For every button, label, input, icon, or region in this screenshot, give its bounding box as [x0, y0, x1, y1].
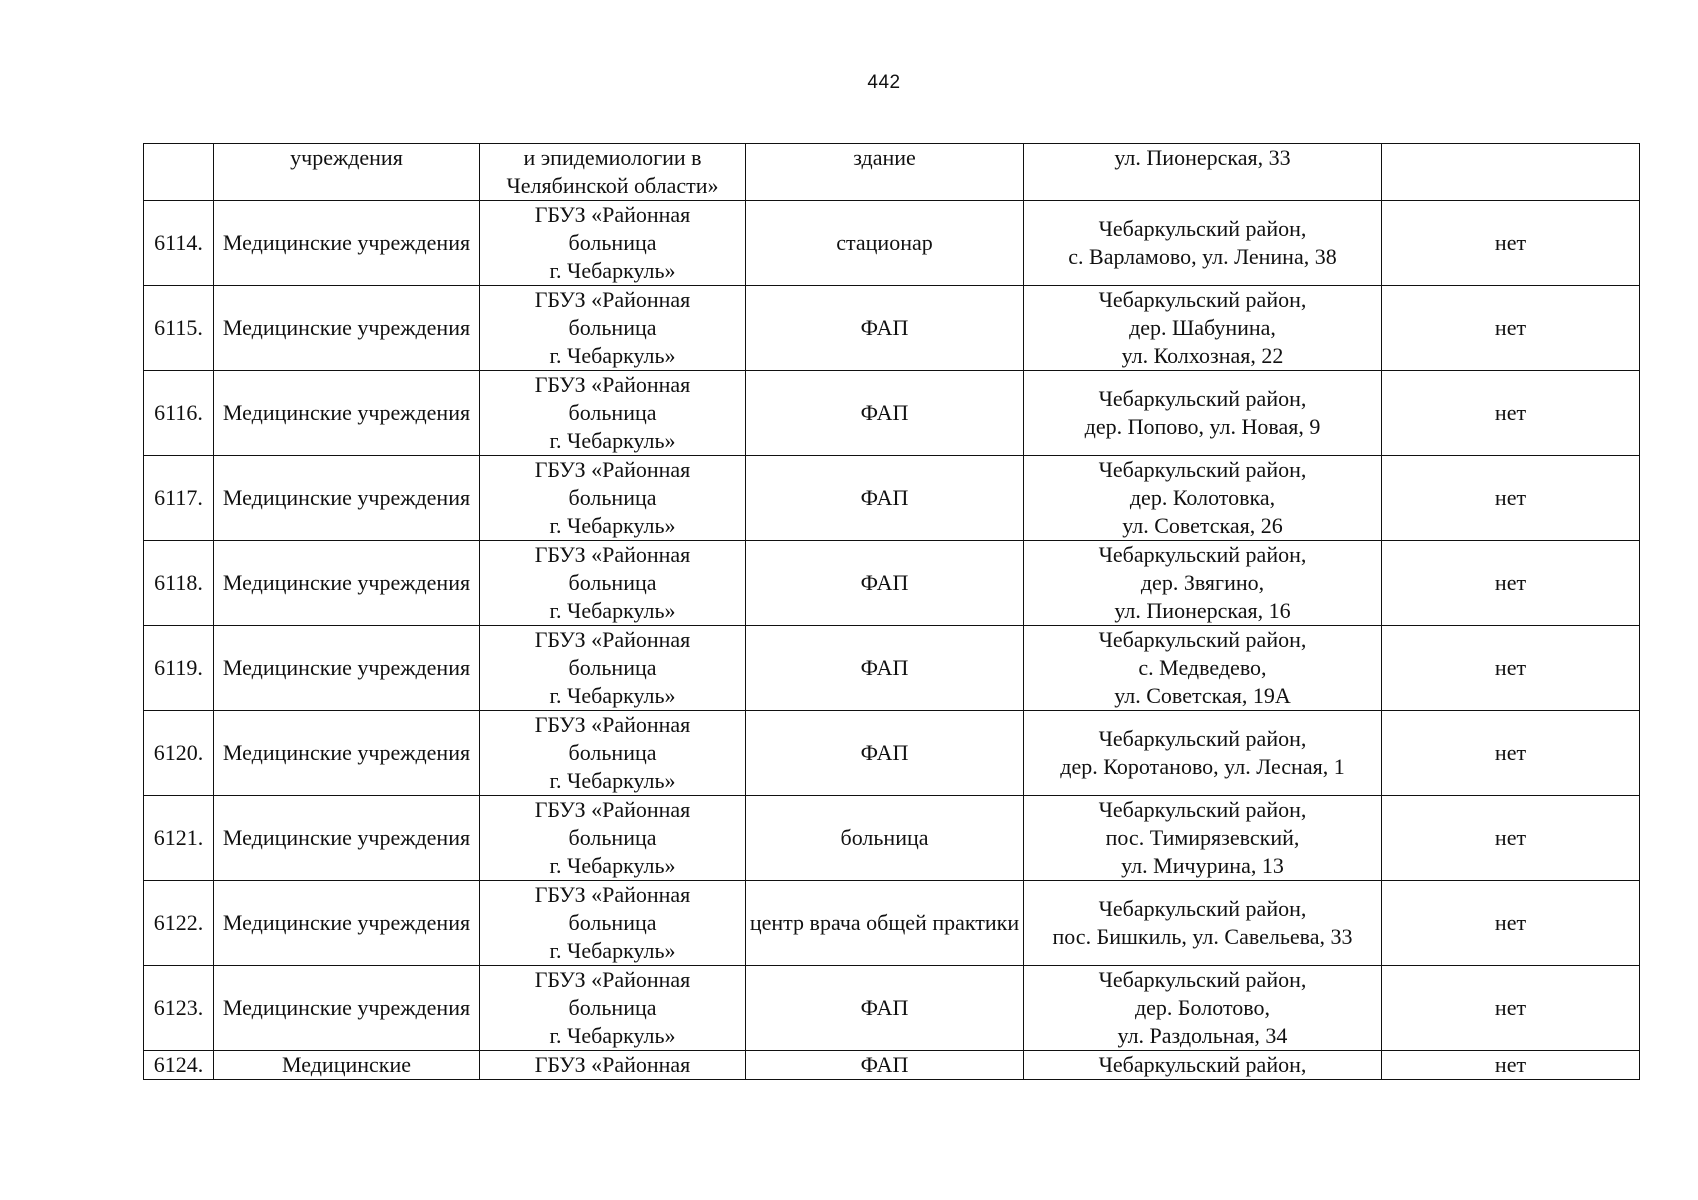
cell-organization	[480, 371, 746, 456]
cell-note: нет	[1382, 711, 1640, 796]
cell-object: ФАП	[746, 626, 1024, 711]
cell-note: нет	[1382, 201, 1640, 286]
address-line: Чебаркульский район,	[1098, 797, 1307, 822]
table-row-continuation	[144, 144, 1640, 201]
cell-object: ФАП	[746, 286, 1024, 371]
organization-line: г. Чебаркуль»	[549, 428, 676, 453]
organization-line: больница	[568, 825, 657, 850]
cell-note: нет	[1382, 371, 1640, 456]
organization-line: ГБУЗ «Районная	[534, 542, 691, 567]
cell-object: стационар	[746, 201, 1024, 286]
organization-line: г. Чебаркуль»	[549, 683, 676, 708]
address-line: дер. Колотовка,	[1129, 485, 1276, 510]
address-line: дер. Попово, ул. Новая, 9	[1084, 414, 1321, 439]
cell-number: 6119.	[144, 626, 214, 711]
address-line: Чебаркульский район,	[1098, 386, 1307, 411]
organization-line: г. Чебаркуль»	[549, 853, 676, 878]
cell-type: Медицинские учреждения	[214, 456, 480, 541]
cell-number: 6120.	[144, 711, 214, 796]
organization-line: г. Чебаркуль»	[549, 513, 676, 538]
table-row	[144, 796, 1640, 881]
cell-address	[1024, 541, 1382, 626]
table-row	[144, 1051, 1640, 1080]
cell-organization	[480, 626, 746, 711]
organization-line: больница	[568, 995, 657, 1020]
cell-type: Медицинские учреждения	[214, 371, 480, 456]
table-row	[144, 201, 1640, 286]
cell-object: ФАП	[746, 541, 1024, 626]
organization-line: ГБУЗ «Районная	[534, 287, 691, 312]
cell-object: ФАП	[746, 1051, 1024, 1080]
page-number: 442	[867, 72, 901, 93]
table-row	[144, 456, 1640, 541]
cell-address	[1024, 286, 1382, 371]
cell-address	[1024, 966, 1382, 1051]
table-row	[144, 966, 1640, 1051]
cell-organization	[480, 796, 746, 881]
address-line: Чебаркульский район,	[1098, 216, 1307, 241]
cell-object: ФАП	[746, 456, 1024, 541]
cell-number: 6118.	[144, 541, 214, 626]
address-line: Чебаркульский район,	[1098, 542, 1307, 567]
table-row	[144, 541, 1640, 626]
cell-organization	[480, 201, 746, 286]
organization-line: ГБУЗ «Районная	[534, 967, 691, 992]
cell-note: нет	[1382, 456, 1640, 541]
table-row	[144, 711, 1640, 796]
organization-line: ГБУЗ «Районная	[534, 627, 691, 652]
cell-number	[144, 144, 214, 201]
organization-line: ГБУЗ «Районная	[534, 712, 691, 737]
cell-address	[1024, 796, 1382, 881]
cell-address	[1024, 1051, 1382, 1080]
address-line: дер. Шабунина,	[1129, 315, 1276, 340]
cell-number: 6117.	[144, 456, 214, 541]
cell-object: центр врача общей практики	[746, 881, 1024, 966]
address-line: ул. Пионерская, 16	[1114, 598, 1291, 623]
address-line: дер. Болотово,	[1134, 995, 1271, 1020]
cell-type: Медицинские учреждения	[214, 286, 480, 371]
address-line: с. Медведево,	[1138, 655, 1267, 680]
address-line: Чебаркульский район,	[1098, 896, 1307, 921]
address-line: ул. Раздольная, 34	[1117, 1023, 1288, 1048]
cell-address	[1024, 456, 1382, 541]
table-row	[144, 881, 1640, 966]
cell-address	[1024, 626, 1382, 711]
cell-note: нет	[1382, 796, 1640, 881]
cell-number: 6123.	[144, 966, 214, 1051]
address-line: Чебаркульский район,	[1098, 457, 1307, 482]
organization-line: ГБУЗ «Районная	[534, 882, 691, 907]
table-row	[144, 371, 1640, 456]
cell-address	[1024, 371, 1382, 456]
cell-type: Медицинские учреждения	[214, 626, 480, 711]
cell-number: 6115.	[144, 286, 214, 371]
address-line: ул. Мичурина, 13	[1121, 853, 1284, 878]
organization-line: больница	[568, 655, 657, 680]
organization-line: Челябинской области»	[506, 173, 719, 198]
cell-number: 6121.	[144, 796, 214, 881]
address-line: Чебаркульский район,	[1098, 627, 1307, 652]
organization-line: ГБУЗ «Районная	[534, 797, 691, 822]
cell-type: Медицинские	[214, 1051, 480, 1080]
organization-line: ГБУЗ «Районная	[534, 1052, 691, 1077]
organization-line: больница	[568, 230, 657, 255]
cell-organization	[480, 966, 746, 1051]
cell-number: 6122.	[144, 881, 214, 966]
organization-line: г. Чебаркуль»	[549, 938, 676, 963]
organization-line: больница	[568, 485, 657, 510]
cell-address	[1024, 201, 1382, 286]
cell-number: 6114.	[144, 201, 214, 286]
cell-note: нет	[1382, 286, 1640, 371]
cell-object: ФАП	[746, 711, 1024, 796]
cell-note: нет	[1382, 966, 1640, 1051]
cell-note: нет	[1382, 626, 1640, 711]
cell-object: больница	[746, 796, 1024, 881]
table-row	[144, 626, 1640, 711]
organization-line: ГБУЗ «Районная	[534, 372, 691, 397]
organization-line: больница	[568, 400, 657, 425]
organization-line: ГБУЗ «Районная	[534, 202, 691, 227]
address-line: пос. Бишкиль, ул. Савельева, 33	[1052, 924, 1353, 949]
organization-line: и эпидемиологии в	[523, 145, 702, 170]
cell-organization	[480, 456, 746, 541]
cell-type: Медицинские учреждения	[214, 966, 480, 1051]
cell-note: нет	[1382, 541, 1640, 626]
cell-organization	[480, 711, 746, 796]
address-line: ул. Советская, 26	[1122, 513, 1283, 538]
organization-line: г. Чебаркуль»	[549, 1023, 676, 1048]
cell-organization	[480, 144, 746, 201]
address-line: Чебаркульский район,	[1098, 1052, 1307, 1077]
cell-organization	[480, 881, 746, 966]
organization-line: г. Чебаркуль»	[549, 768, 676, 793]
address-line: с. Варламово, ул. Ленина, 38	[1068, 244, 1337, 269]
organization-line: г. Чебаркуль»	[549, 343, 676, 368]
cell-note	[1382, 144, 1640, 201]
organization-line: ГБУЗ «Районная	[534, 457, 691, 482]
address-line: дер. Коротаново, ул. Лесная, 1	[1060, 754, 1345, 779]
registry-body	[144, 144, 1640, 1080]
address-line: ул. Советская, 19А	[1114, 683, 1291, 708]
address-line: Чебаркульский район,	[1098, 967, 1307, 992]
organization-line: больница	[568, 740, 657, 765]
table-row	[144, 286, 1640, 371]
organization-line: г. Чебаркуль»	[549, 258, 676, 283]
organization-line: больница	[568, 910, 657, 935]
cell-object: здание	[746, 144, 1024, 201]
address-line: Чебаркульский район,	[1098, 287, 1307, 312]
organization-line: больница	[568, 570, 657, 595]
cell-object: ФАП	[746, 966, 1024, 1051]
cell-address	[1024, 711, 1382, 796]
cell-organization	[480, 1051, 746, 1080]
address-line: ул. Пионерская, 33	[1114, 145, 1291, 170]
cell-type: Медицинские учреждения	[214, 881, 480, 966]
address-line: ул. Колхозная, 22	[1121, 343, 1284, 368]
cell-type: учреждения	[214, 144, 480, 201]
cell-type: Медицинские учреждения	[214, 201, 480, 286]
cell-organization	[480, 286, 746, 371]
cell-number: 6124.	[144, 1051, 214, 1080]
cell-object: ФАП	[746, 371, 1024, 456]
cell-address	[1024, 881, 1382, 966]
address-line: Чебаркульский район,	[1098, 726, 1307, 751]
address-line: пос. Тимирязевский,	[1105, 825, 1300, 850]
cell-organization	[480, 541, 746, 626]
cell-number: 6116.	[144, 371, 214, 456]
cell-type: Медицинские учреждения	[214, 796, 480, 881]
cell-note: нет	[1382, 881, 1640, 966]
organization-line: больница	[568, 315, 657, 340]
cell-type: Медицинские учреждения	[214, 711, 480, 796]
cell-type: Медицинские учреждения	[214, 541, 480, 626]
cell-note: нет	[1382, 1051, 1640, 1080]
cell-address	[1024, 144, 1382, 201]
organization-line: г. Чебаркуль»	[549, 598, 676, 623]
registry-table	[143, 143, 1640, 1080]
address-line: дер. Звягино,	[1140, 570, 1265, 595]
